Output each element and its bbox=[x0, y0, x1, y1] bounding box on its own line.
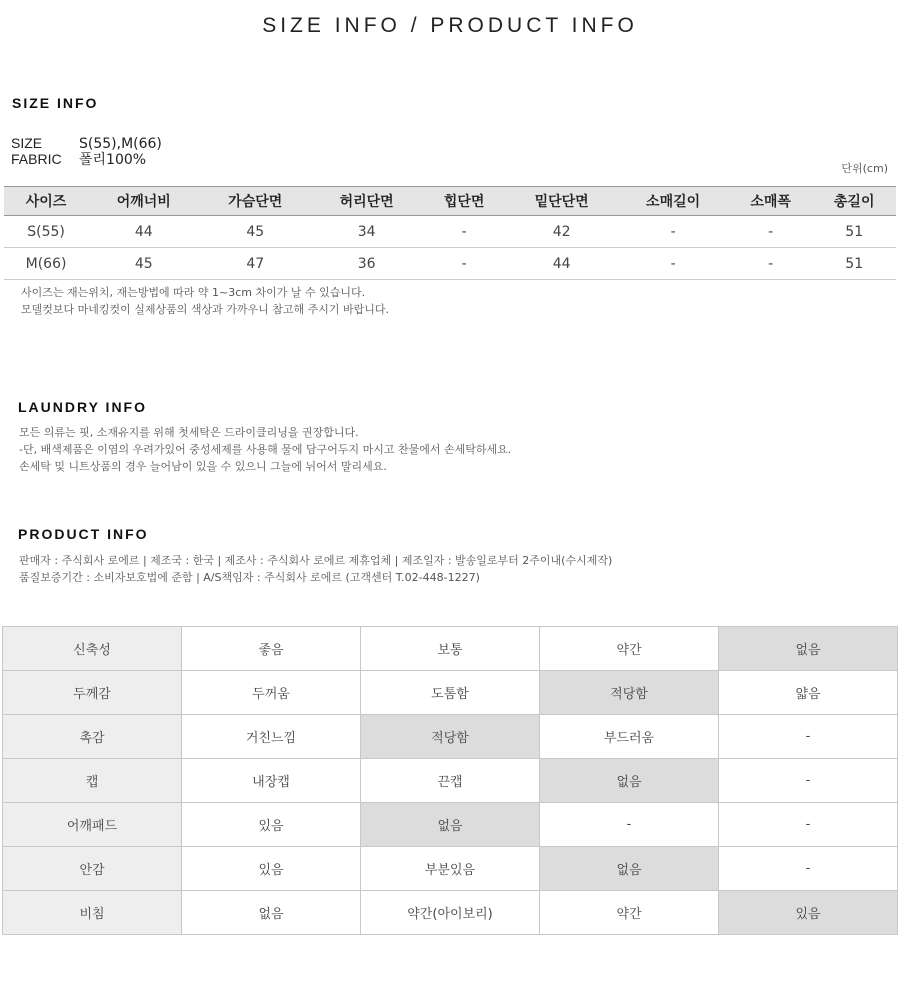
size-info-heading: SIZE INFO bbox=[12, 95, 99, 111]
attribute-label: 비침 bbox=[3, 891, 182, 935]
attribute-table bbox=[2, 626, 898, 935]
attribute-option: 약간 bbox=[540, 891, 719, 935]
attribute-row bbox=[3, 715, 898, 759]
attribute-option-selected: 적당함 bbox=[540, 671, 719, 715]
table-cell: 45 bbox=[88, 248, 199, 280]
product-line: 품질보증기간 : 소비자보호법에 준함 | A/S책임자 : 주식회사 로에르 (고객센터 T.02-448-1227) bbox=[19, 571, 480, 584]
table-cell: 44 bbox=[506, 248, 617, 280]
attribute-option: 없음 bbox=[182, 891, 361, 935]
table-cell: 34 bbox=[311, 216, 422, 248]
column-header: 소매폭 bbox=[729, 187, 813, 216]
table-cell: 51 bbox=[812, 216, 896, 248]
table-cell: - bbox=[729, 216, 813, 248]
attribute-option-selected: 적당함 bbox=[361, 715, 540, 759]
laundry-line: 손세탁 및 니트상품의 경우 늘어남이 있을 수 있으니 그늘에 뉘어서 말리세요. bbox=[19, 460, 387, 473]
attribute-option: 내장캡 bbox=[182, 759, 361, 803]
unit-label: 단위(cm) bbox=[841, 162, 888, 175]
table-cell: - bbox=[422, 216, 506, 248]
laundry-notes bbox=[19, 424, 511, 475]
attribute-option: 있음 bbox=[182, 803, 361, 847]
attribute-option-selected: 있음 bbox=[719, 891, 898, 935]
attribute-option-selected: 없음 bbox=[361, 803, 540, 847]
attribute-label: 어깨패드 bbox=[3, 803, 182, 847]
attribute-option: - bbox=[719, 759, 898, 803]
product-info-heading: PRODUCT INFO bbox=[18, 526, 149, 542]
attribute-row bbox=[3, 627, 898, 671]
table-cell: 51 bbox=[812, 248, 896, 280]
attribute-option: 약간(아이보리) bbox=[361, 891, 540, 935]
column-header: 어깨너비 bbox=[88, 187, 199, 216]
product-notes bbox=[19, 552, 612, 586]
attribute-option: 보통 bbox=[361, 627, 540, 671]
column-header: 밑단단면 bbox=[506, 187, 617, 216]
attribute-row bbox=[3, 759, 898, 803]
attribute-label: 촉감 bbox=[3, 715, 182, 759]
attribute-option: 끈캡 bbox=[361, 759, 540, 803]
table-cell: S(55) bbox=[4, 216, 88, 248]
attribute-option: 부드러움 bbox=[540, 715, 719, 759]
fabric-key: FABRIC bbox=[11, 151, 62, 167]
laundry-info-heading: LAUNDRY INFO bbox=[18, 399, 147, 415]
attribute-label: 두께감 bbox=[3, 671, 182, 715]
size-spec bbox=[11, 135, 162, 152]
attribute-row bbox=[3, 803, 898, 847]
laundry-line: 모든 의류는 핏, 소재유지를 위해 첫세탁은 드라이클리닝을 권장합니다. bbox=[19, 426, 359, 439]
column-header: 사이즈 bbox=[4, 187, 88, 216]
table-cell: - bbox=[422, 248, 506, 280]
table-cell: - bbox=[729, 248, 813, 280]
column-header: 힙단면 bbox=[422, 187, 506, 216]
attribute-label: 캡 bbox=[3, 759, 182, 803]
laundry-line: -단, 배색제품은 이염의 우려가있어 중성세제를 사용해 물에 담구어두지 마시고 찬물에서 손세탁하세요. bbox=[19, 443, 512, 456]
size-table bbox=[4, 186, 896, 280]
attribute-label: 안감 bbox=[3, 847, 182, 891]
attribute-row bbox=[3, 671, 898, 715]
table-cell: 45 bbox=[200, 216, 311, 248]
column-header: 총길이 bbox=[812, 187, 896, 216]
table-cell: 42 bbox=[506, 216, 617, 248]
attribute-option: 있음 bbox=[182, 847, 361, 891]
column-header: 가슴단면 bbox=[200, 187, 311, 216]
attribute-label: 신축성 bbox=[3, 627, 182, 671]
column-header: 소매길이 bbox=[617, 187, 728, 216]
table-row bbox=[4, 248, 896, 280]
table-cell: - bbox=[617, 216, 728, 248]
fabric-spec bbox=[11, 151, 146, 168]
size-value: S(55),M(66) bbox=[79, 136, 162, 152]
table-cell: - bbox=[617, 248, 728, 280]
table-cell: 36 bbox=[311, 248, 422, 280]
attribute-option: 두꺼움 bbox=[182, 671, 361, 715]
attribute-option: 약간 bbox=[540, 627, 719, 671]
table-cell: 47 bbox=[200, 248, 311, 280]
attribute-option: - bbox=[719, 803, 898, 847]
product-line: 판매자 : 주식회사 로에르 | 제조국 : 한국 | 제조사 : 주식회사 로에르 제휴업체 | 제조일자 : 발송일로부터 2주이내(수시제작) bbox=[19, 554, 613, 567]
table-cell: M(66) bbox=[4, 248, 88, 280]
note-line: 사이즈는 재는위치, 재는방법에 따라 약 1~3cm 차이가 날 수 있습니다. bbox=[21, 286, 366, 299]
attribute-option: - bbox=[719, 715, 898, 759]
attribute-option: 좋음 bbox=[182, 627, 361, 671]
attribute-row bbox=[3, 847, 898, 891]
attribute-option: 부분있음 bbox=[361, 847, 540, 891]
size-notes bbox=[21, 284, 389, 318]
table-cell: 44 bbox=[88, 216, 199, 248]
table-row bbox=[4, 216, 896, 248]
attribute-option: - bbox=[540, 803, 719, 847]
attribute-row bbox=[3, 891, 898, 935]
attribute-option-selected: 없음 bbox=[719, 627, 898, 671]
note-line: 모델컷보다 마네킹컷이 실제상품의 색상과 가까우니 참고해 주시기 바랍니다. bbox=[21, 303, 390, 316]
attribute-option: 거친느낌 bbox=[182, 715, 361, 759]
attribute-option: - bbox=[719, 847, 898, 891]
attribute-option-selected: 없음 bbox=[540, 759, 719, 803]
page-title: SIZE INFO / PRODUCT INFO bbox=[262, 14, 638, 37]
size-table-header bbox=[4, 187, 896, 216]
attribute-option: 얇음 bbox=[719, 671, 898, 715]
attribute-option-selected: 없음 bbox=[540, 847, 719, 891]
attribute-option: 도톰함 bbox=[361, 671, 540, 715]
size-key: SIZE bbox=[11, 135, 43, 151]
fabric-value: 폴리100% bbox=[79, 152, 147, 168]
column-header: 허리단면 bbox=[311, 187, 422, 216]
